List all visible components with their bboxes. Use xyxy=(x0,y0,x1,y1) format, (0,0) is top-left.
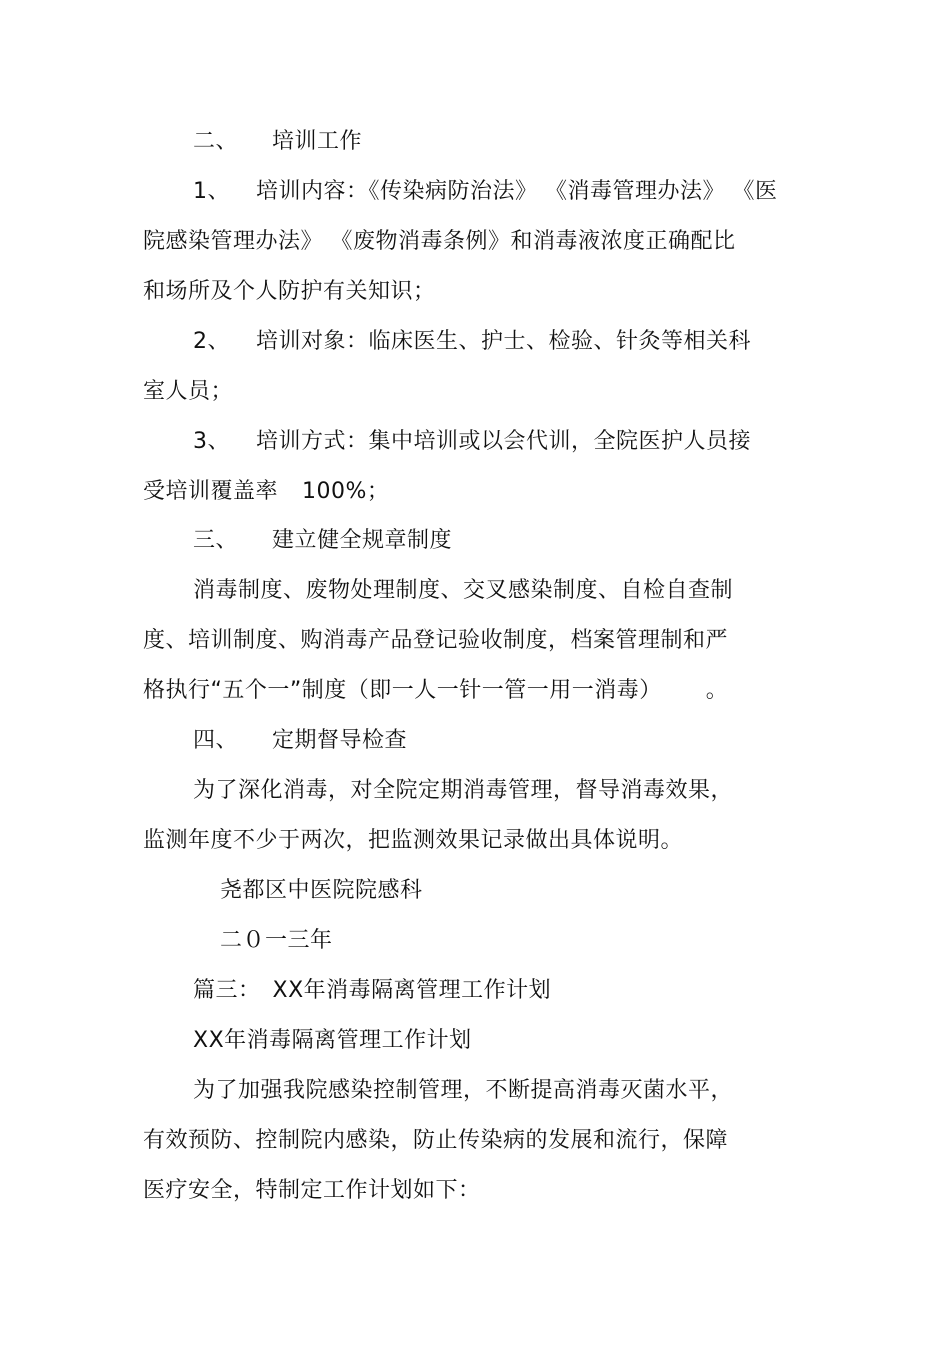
section-3-number: 三、 xyxy=(193,528,239,553)
section-3-line-2: 度、培训制度、购消毒产品登记验收制度，档案管理制和严 xyxy=(143,628,729,653)
item-3-text-1: 培训方式：集中培训或以会代训，全院医护人员接 xyxy=(256,429,752,454)
part-3-heading xyxy=(193,976,551,1006)
section-2-number: 二、 xyxy=(193,129,239,154)
section-3-line-3 xyxy=(143,676,728,706)
part-3-line-3: 医疗安全，特制定工作计划如下： xyxy=(143,1178,481,1203)
signature-org: 尧都区中医院院感科 xyxy=(220,878,423,903)
part-3-label: 篇三： xyxy=(193,978,261,1003)
section-4-title: 定期督导检查 xyxy=(272,728,408,753)
section-3-text-3a: 格执行“五个一”制度（即一人一针一管一用一消毒） xyxy=(143,678,662,703)
item-3-line-2 xyxy=(143,477,389,507)
section-4-line-2: 监测年度不少于两次，把监测效果记录做出具体说明。 xyxy=(143,828,684,853)
part-3-line-1: 为了加强我院感染控制管理，不断提高消毒灭菌水平， xyxy=(193,1078,734,1103)
section-3-text-3b: 。 xyxy=(705,678,729,703)
part-3-subtitle: XX年消毒隔离管理工作计划 xyxy=(193,1028,472,1053)
section-3-title: 建立健全规章制度 xyxy=(272,528,453,553)
item-1-text-1: 培训内容：《传染病防治法》 《消毒管理办法》 《医 xyxy=(256,179,778,204)
section-3-heading xyxy=(193,526,452,556)
item-2-line-2: 室人员； xyxy=(143,379,234,404)
part-3-line-2: 有效预防、控制院内感染，防止传染病的发展和流行，保障 xyxy=(143,1128,729,1153)
item-3-line-1 xyxy=(193,427,751,457)
section-4-number: 四、 xyxy=(193,728,239,753)
section-3-line-1: 消毒制度、废物处理制度、交叉感染制度、自检自查制 xyxy=(193,578,734,603)
item-1-line-1 xyxy=(193,177,778,207)
item-2-text-1: 培训对象：临床医生、护士、检验、针灸等相关科 xyxy=(256,329,752,354)
signature-date: 二０一三年 xyxy=(220,928,333,953)
section-4-heading xyxy=(193,726,407,756)
section-2-heading xyxy=(193,127,362,157)
item-2-line-1 xyxy=(193,327,751,357)
item-3-text-2b: 100%； xyxy=(302,479,390,504)
item-3-text-2a: 受培训覆盖率 xyxy=(143,479,279,504)
part-3-title: XX年消毒隔离管理工作计划 xyxy=(272,978,552,1003)
item-3-number: 3、 xyxy=(193,429,230,454)
item-2-number: 2、 xyxy=(193,329,230,354)
section-4-line-1: 为了深化消毒，对全院定期消毒管理，督导消毒效果， xyxy=(193,778,734,803)
item-1-number: 1、 xyxy=(193,179,230,204)
section-2-title: 培训工作 xyxy=(272,129,363,154)
item-1-line-3: 和场所及个人防护有关知识； xyxy=(143,279,436,304)
item-1-line-2: 院感染管理办法》 《废物消毒条例》和消毒液浓度正确配比 xyxy=(143,229,736,254)
